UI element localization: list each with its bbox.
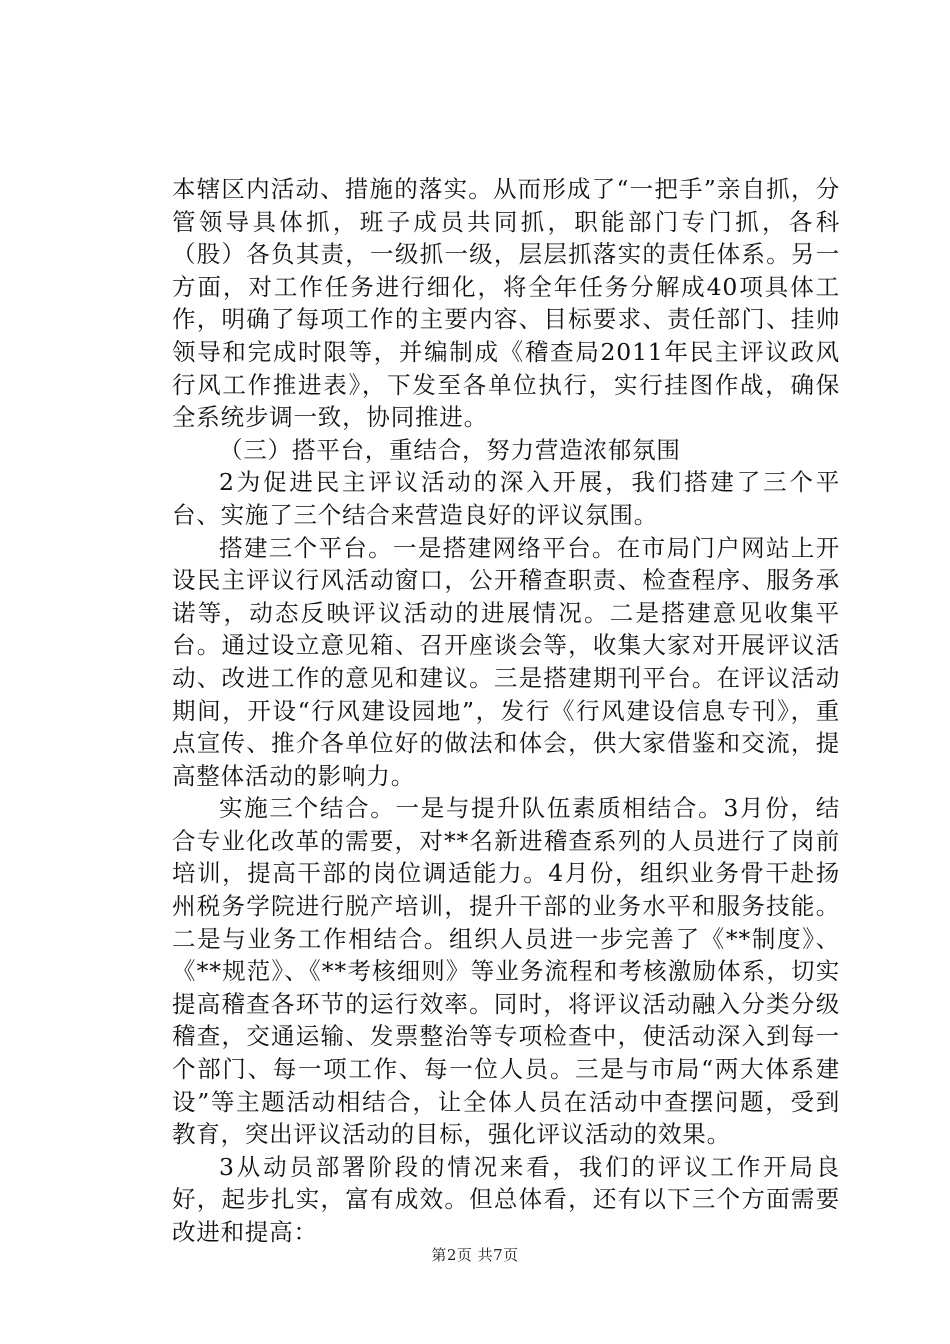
paragraph-continuation: 本辖区内活动、措施的落实。从而形成了“一把手”亲自抓，分管领导具体抓，班子成员共同抓，职能部门专门抓，各科（股）各负其责，一级抓一级，层层抓落实的责任体系。另一方面，对工作任务进行细化，将全年任务分解成40项具体工作，明确了每项工作的主要内容、目标要求、责任部门、挂帅领导和完成时限等，并编制成《稽查局2011年民主评议政风行风工作推进表》，下发至各单位执行，实行挂图作战，确保全系统步调一致，协同推进。 <box>172 175 840 432</box>
paragraph-platforms: 搭建三个平台。一是搭建网络平台。在市局门户网站上开设民主评议行风活动窗口，公开稽查职责、检查程序、服务承诺等，动态反映评议活动的进展情况。二是搭建意见收集平台。通过设立意见箱、召开座谈会等，收集大家对开展评议活动、改进工作的意见和建议。三是搭建期刊平台。在评议活动期间，开设“行风建设园地”，发行《行风建设信息专刊》，重点宣传、推介各单位好的做法和体会，供大家借鉴和交流，提高整体活动的影响力。 <box>172 533 840 790</box>
document-body <box>172 173 840 1249</box>
paragraph-combinations: 实施三个结合。一是与提升队伍素质相结合。3月份，结合专业化改革的需要，对**名新进稽查系列的人员进行了岗前培训，提高干部的岗位调适能力。4月份，组织业务骨干赴扬州税务学院进行脱产培训，提升干部的业务水平和服务技能。二是与业务工作相结合。组织人员进一步完善了《**制度》、《**规范》、《**考核细则》等业务流程和考核激励体系，切实提高稽查各环节的运行效率。同时，将评议活动融入分类分级稽查，交通运输、发票整治等专项检查中，使活动深入到每一个部门、每一项工作、每一位人员。三是与市局“两大体系建设”等主题活动相结合，让全体人员在活动中查摆问题，受到教育，突出评议活动的目标，强化评议活动的效果。 <box>172 794 840 1149</box>
page-footer: 第2页 共7页 <box>431 1246 519 1264</box>
section-heading: （三）搭平台，重结合，努力营造浓郁氛围 <box>219 435 681 464</box>
paragraph-intro: 2为促进民主评议活动的深入开展，我们搭建了三个平台、实施了三个结合来营造良好的评议氛围。 <box>172 468 840 529</box>
paragraph-summary: 3从动员部署阶段的情况来看，我们的评议工作开局良好，起步扎实，富有成效。但总体看，还有以下三个方面需要改进和提高： <box>172 1152 840 1246</box>
